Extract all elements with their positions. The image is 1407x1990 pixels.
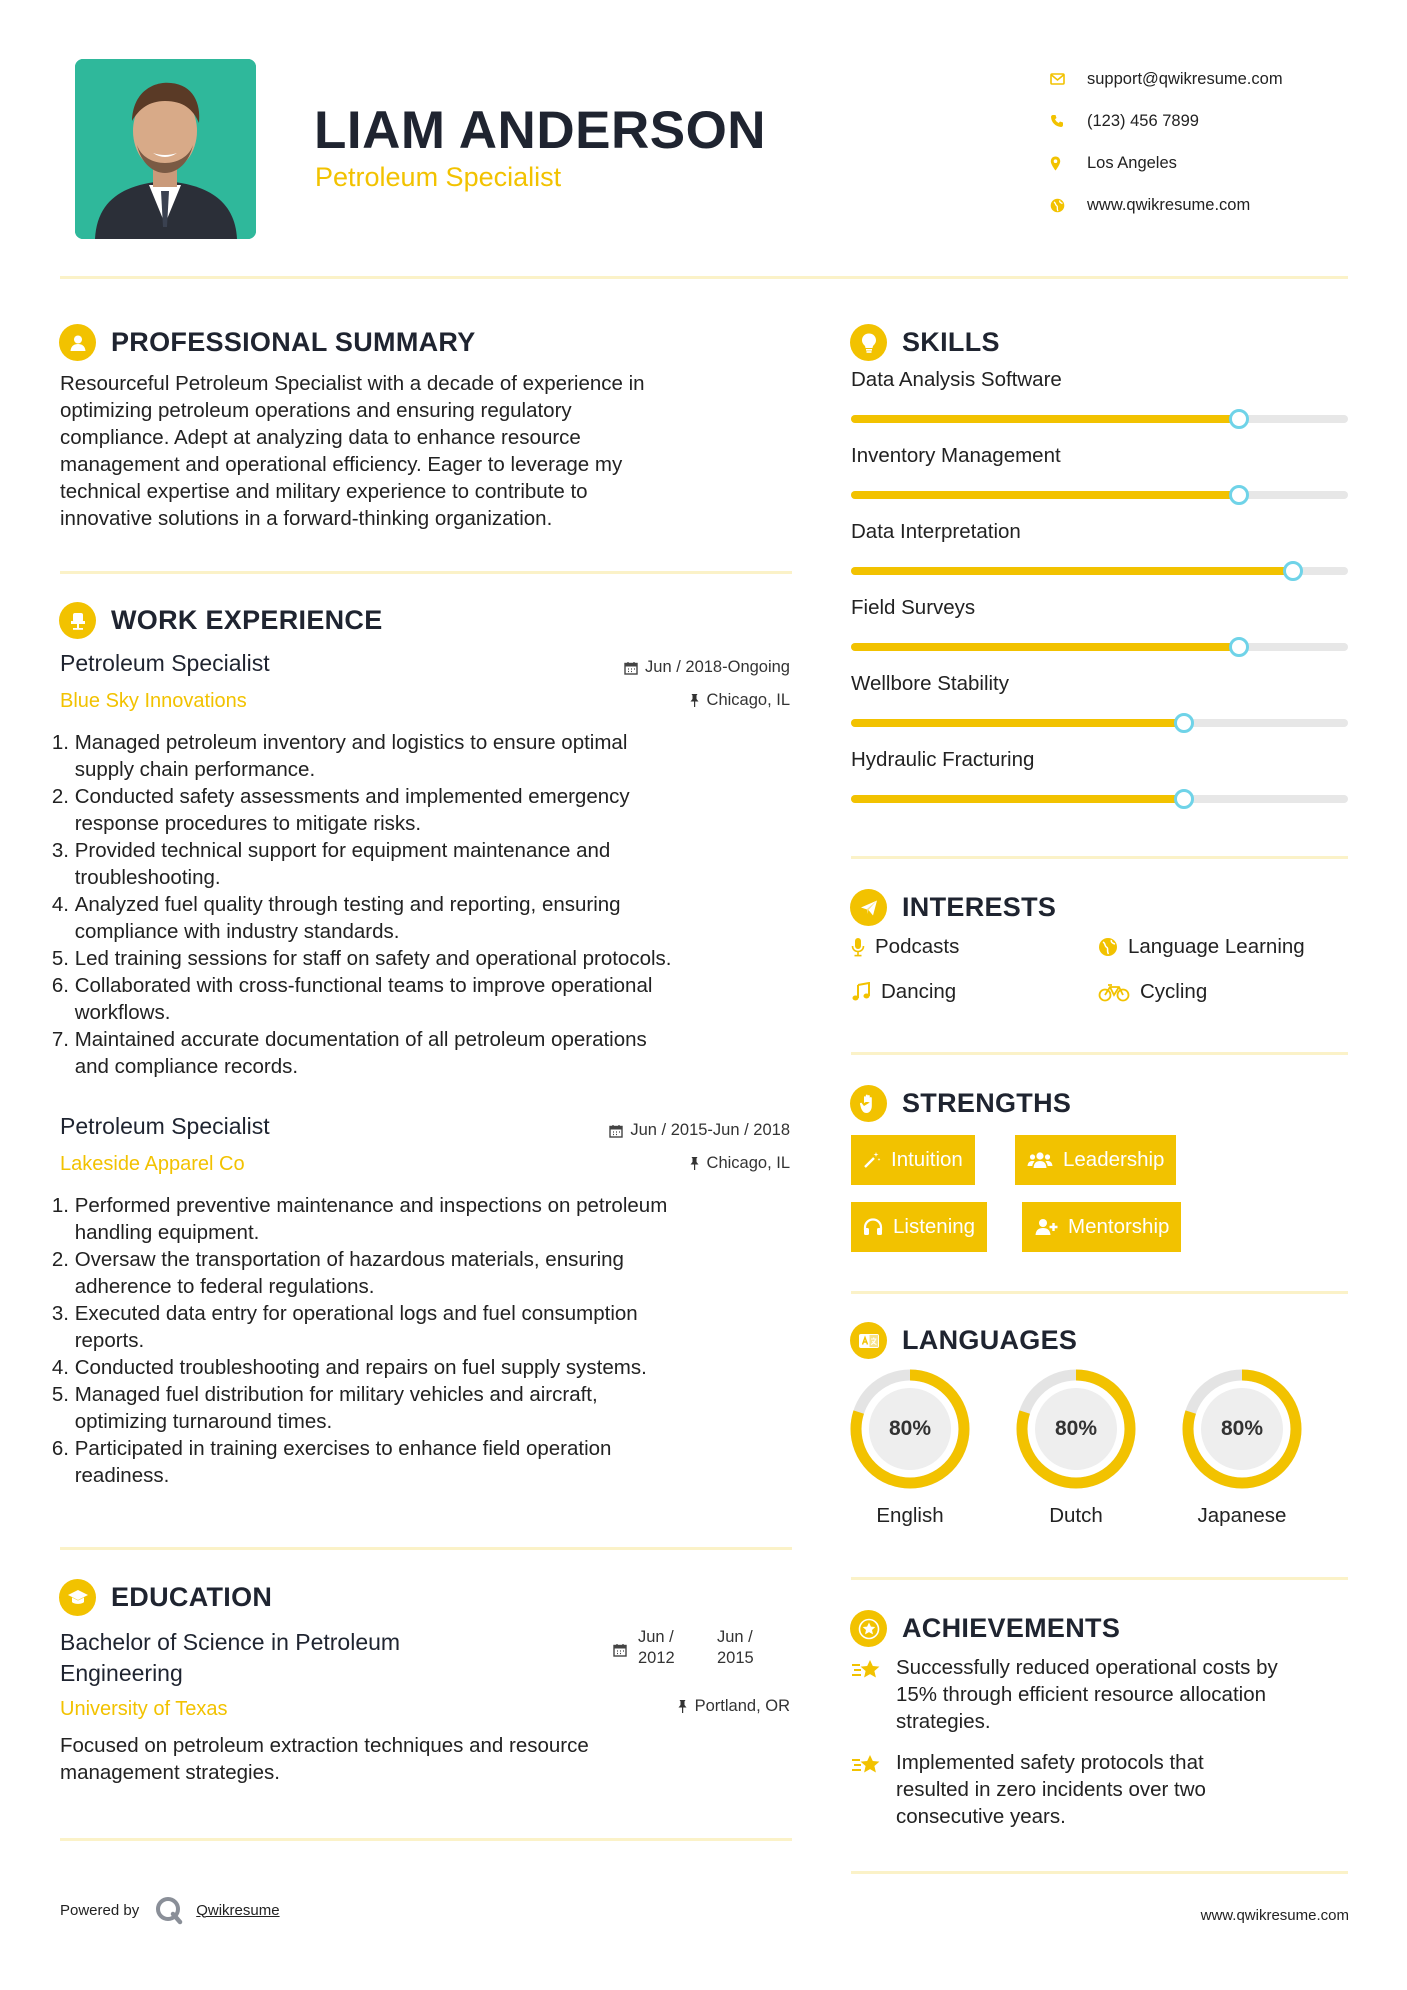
list-item: 5. Led training sessions for staff on safety and operational protocols. [51, 947, 672, 970]
contact-website[interactable] [1050, 184, 1380, 226]
graduation-cap-icon [59, 1579, 96, 1616]
interest-language-learning [1098, 935, 1305, 959]
skill-bar-knob [1229, 409, 1249, 429]
contact-phone[interactable] [1050, 100, 1380, 142]
job-2-date [540, 1121, 790, 1140]
end-month: Jun / [717, 1628, 753, 1646]
skill-bar-fill [851, 643, 1239, 651]
job-2-title: Petroleum Specialist [60, 1113, 270, 1139]
magic-wand-icon [863, 1151, 881, 1169]
languages-title: LANGUAGES [902, 1325, 1078, 1355]
location-text: Portland, OR [694, 1697, 790, 1715]
skill-bar-fill [851, 795, 1184, 803]
footer-website[interactable]: www.qwikresume.com [1200, 1907, 1349, 1924]
work-divider [60, 1547, 792, 1550]
powered-by-text: Powered by [60, 1901, 140, 1919]
music-note-icon [851, 982, 871, 1002]
candidate-title: Petroleum Specialist [315, 162, 562, 192]
achievement-line: Successfully reduced operational costs by [896, 1656, 1278, 1679]
language-ring [849, 1368, 971, 1490]
strength-label: Mentorship [1068, 1215, 1170, 1238]
date-text: Jun / 2018-Ongoing [645, 658, 790, 676]
skill-label: Data Interpretation [851, 520, 1021, 543]
list-item: 7. Maintained accurate documentation of all petroleum operations and compliance records. [51, 1028, 647, 1078]
shooting-star-icon [851, 1749, 896, 1830]
start-year: 2012 [638, 1649, 675, 1667]
interest-label: Podcasts [875, 935, 960, 958]
education-divider [60, 1838, 792, 1841]
skill-label: Inventory Management [851, 444, 1061, 467]
achievement-line: strategies. [896, 1710, 991, 1733]
languages-divider [851, 1577, 1348, 1580]
location-text: Los Angeles [1087, 153, 1177, 172]
interest-label: Language Learning [1128, 935, 1305, 958]
strength-leadership [1015, 1135, 1176, 1185]
skill-bar [851, 643, 1348, 651]
contact-email[interactable] [1050, 58, 1380, 100]
summary-line: compliance. Adept at analyzing data to enhance resource [60, 426, 581, 449]
list-item: 2. Oversaw the transportation of hazardous materials, ensuring adherence to federal regulations. [51, 1248, 624, 1298]
list-item: 5. Managed fuel distribution for military vehicles and aircraft, optimizing turnaround times. [51, 1383, 598, 1433]
skill-label: Hydraulic Fracturing [851, 748, 1035, 771]
interest-label: Cycling [1140, 980, 1208, 1003]
skills-heading [850, 324, 1000, 361]
work-heading [59, 602, 383, 639]
language-percent: 80% [1220, 1417, 1264, 1440]
list-item: 4. Conducted troubleshooting and repairs on fuel supply systems. [51, 1356, 647, 1379]
headphones-icon [863, 1218, 883, 1236]
contact-location [1050, 142, 1380, 184]
skill-label: Wellbore Stability [851, 672, 1009, 695]
achievement-item [851, 1749, 1351, 1830]
skill-bar-fill [851, 491, 1239, 499]
paper-plane-icon [850, 889, 887, 926]
degree-line: Bachelor of Science in Petroleum [60, 1629, 401, 1655]
education-heading [59, 1579, 272, 1616]
summary-line: innovative solutions in a forward-thinking organization. [60, 507, 553, 530]
candidate-name: LIAM ANDERSON [314, 101, 767, 160]
skill-bar [851, 415, 1348, 423]
education-description [60, 1732, 780, 1786]
location-text: Chicago, IL [706, 1154, 790, 1172]
envelope-icon [1050, 73, 1087, 85]
skill-bar-fill [851, 719, 1184, 727]
summary-title: PROFESSIONAL SUMMARY [111, 327, 476, 357]
language-name: English [876, 1504, 944, 1527]
language-percent: 80% [888, 1417, 932, 1440]
users-icon [1027, 1151, 1053, 1169]
list-item: 4. Analyzed fuel quality through testing and reporting, ensuring compliance with industry standards. [51, 893, 621, 943]
language-ring [1181, 1368, 1303, 1490]
skill-bar-knob [1229, 485, 1249, 505]
interests-title: INTERESTS [902, 892, 1057, 922]
phone-icon [1050, 114, 1087, 128]
summary-text [60, 370, 780, 532]
school-name: University of Texas [60, 1698, 228, 1720]
website-text: www.qwikresume.com [1087, 195, 1251, 214]
description-line: Focused on petroleum extraction techniques and resource [60, 1734, 589, 1757]
skill-bar-knob [1283, 561, 1303, 581]
skill-label: Field Surveys [851, 596, 976, 619]
pushpin-icon [689, 1156, 700, 1171]
user-plus-icon [1034, 1218, 1058, 1236]
skills-title: SKILLS [902, 327, 1000, 357]
skill-bar-fill [851, 567, 1293, 575]
job-1-location [540, 691, 790, 710]
user-icon [59, 324, 96, 361]
interests-divider [851, 1052, 1348, 1055]
job-2-location [540, 1154, 790, 1173]
skills-divider [851, 856, 1348, 859]
skill-bar-knob [1229, 637, 1249, 657]
end-year: 2015 [717, 1649, 754, 1667]
star-badge-icon [850, 1610, 887, 1647]
lightbulb-icon [850, 324, 887, 361]
skill-bar [851, 567, 1348, 575]
globe-icon [1050, 198, 1087, 213]
degree-title [60, 1627, 400, 1689]
interest-podcasts [851, 935, 959, 959]
language-ring [1015, 1368, 1137, 1490]
pushpin-icon [689, 693, 700, 708]
pushpin-icon [677, 1699, 688, 1714]
qwikresume-link[interactable]: Qwikresume [196, 1901, 280, 1919]
languages-heading [850, 1322, 1077, 1359]
job-2-bullets [51, 1192, 791, 1489]
job-1-date [540, 658, 790, 677]
work-title: WORK EXPERIENCE [111, 605, 383, 635]
header-divider [60, 276, 1348, 279]
list-item: 1. Managed petroleum inventory and logistics to ensure optimal supply chain performance. [51, 731, 628, 781]
date-text: Jun / 2015-Jun / 2018 [630, 1121, 790, 1139]
calendar-icon [613, 1643, 627, 1657]
achievement-line: consecutive years. [896, 1805, 1066, 1828]
location-text: Chicago, IL [706, 691, 790, 709]
footer-powered-by [60, 1895, 280, 1925]
shooting-star-icon [851, 1654, 896, 1735]
education-location [540, 1697, 790, 1716]
language-percent: 80% [1054, 1417, 1098, 1440]
briefcase-icon [59, 602, 96, 639]
achievements-divider [851, 1871, 1348, 1874]
education-title: EDUCATION [111, 1582, 273, 1612]
achievement-line: resulted in zero incidents over two [896, 1778, 1206, 1801]
language-name: Dutch [1049, 1504, 1103, 1527]
list-item: 2. Conducted safety assessments and implemented emergency response procedures to mitigate risks. [51, 785, 630, 835]
globe-icon [1098, 937, 1118, 957]
job-2-company: Lakeside Apparel Co [60, 1153, 245, 1175]
microphone-icon [851, 937, 865, 957]
job-1-company: Blue Sky Innovations [60, 690, 247, 712]
skill-bar [851, 719, 1348, 727]
list-item: 3. Executed data entry for operational logs and fuel consumption reports. [51, 1302, 638, 1352]
language-icon [850, 1322, 887, 1359]
map-pin-icon [1050, 156, 1087, 171]
job-1-bullets [51, 729, 791, 1080]
strengths-heading [850, 1085, 1071, 1122]
job-1-title: Petroleum Specialist [60, 650, 270, 676]
skill-bar-knob [1174, 789, 1194, 809]
skill-label: Data Analysis Software [851, 368, 1062, 391]
list-item: 6. Participated in training exercises to enhance field operation readiness. [51, 1437, 612, 1487]
qwikresume-logo-icon [154, 1895, 184, 1925]
summary-line: management and operational efficiency. Eager to leverage my [60, 453, 623, 476]
contact-block [1050, 58, 1380, 226]
bicycle-icon [1098, 982, 1130, 1002]
achievements-heading [850, 1610, 1120, 1647]
calendar-icon [609, 1124, 623, 1138]
degree-line: Engineering [60, 1660, 183, 1686]
strength-label: Leadership [1063, 1148, 1165, 1171]
calendar-icon [624, 661, 638, 675]
skill-bar-knob [1174, 713, 1194, 733]
achievement-line: 15% through efficient resource allocation [896, 1683, 1266, 1706]
strength-mentorship [1022, 1202, 1181, 1252]
summary-line: optimizing petroleum operations and ensuring regulatory [60, 399, 572, 422]
list-item: 1. Performed preventive maintenance and inspections on petroleum handling equipment. [51, 1194, 668, 1244]
achievement-line: Implemented safety protocols that [896, 1751, 1204, 1774]
phone-text: (123) 456 7899 [1087, 111, 1199, 130]
strength-label: Intuition [891, 1148, 963, 1171]
strengths-divider [851, 1291, 1348, 1294]
summary-divider [60, 571, 792, 574]
summary-line: technical expertise and military experience to contribute to [60, 480, 588, 503]
skill-bar [851, 795, 1348, 803]
profile-photo [75, 59, 256, 239]
summary-line: Resourceful Petroleum Specialist with a decade of experience in [60, 372, 645, 395]
strengths-title: STRENGTHS [902, 1088, 1072, 1118]
list-item: 6. Collaborated with cross-functional teams to improve operational workflows. [51, 974, 653, 1024]
interest-cycling [1098, 980, 1207, 1004]
strength-label: Listening [893, 1215, 976, 1238]
description-line: management strategies. [60, 1761, 280, 1784]
achievements-title: ACHIEVEMENTS [902, 1613, 1121, 1643]
raised-hand-icon [850, 1085, 887, 1122]
summary-heading [59, 324, 476, 361]
strength-intuition [851, 1135, 975, 1185]
start-month: Jun / [638, 1628, 674, 1646]
skill-bar [851, 491, 1348, 499]
skill-bar-fill [851, 415, 1239, 423]
email-text: support@qwikresume.com [1087, 69, 1283, 88]
interest-label: Dancing [881, 980, 957, 1003]
interest-dancing [851, 980, 956, 1004]
list-item: 3. Provided technical support for equipment maintenance and troubleshooting. [51, 839, 611, 889]
language-name: Japanese [1197, 1504, 1287, 1527]
interests-heading [850, 889, 1056, 926]
achievement-item [851, 1654, 1351, 1735]
strength-listening [851, 1202, 987, 1252]
